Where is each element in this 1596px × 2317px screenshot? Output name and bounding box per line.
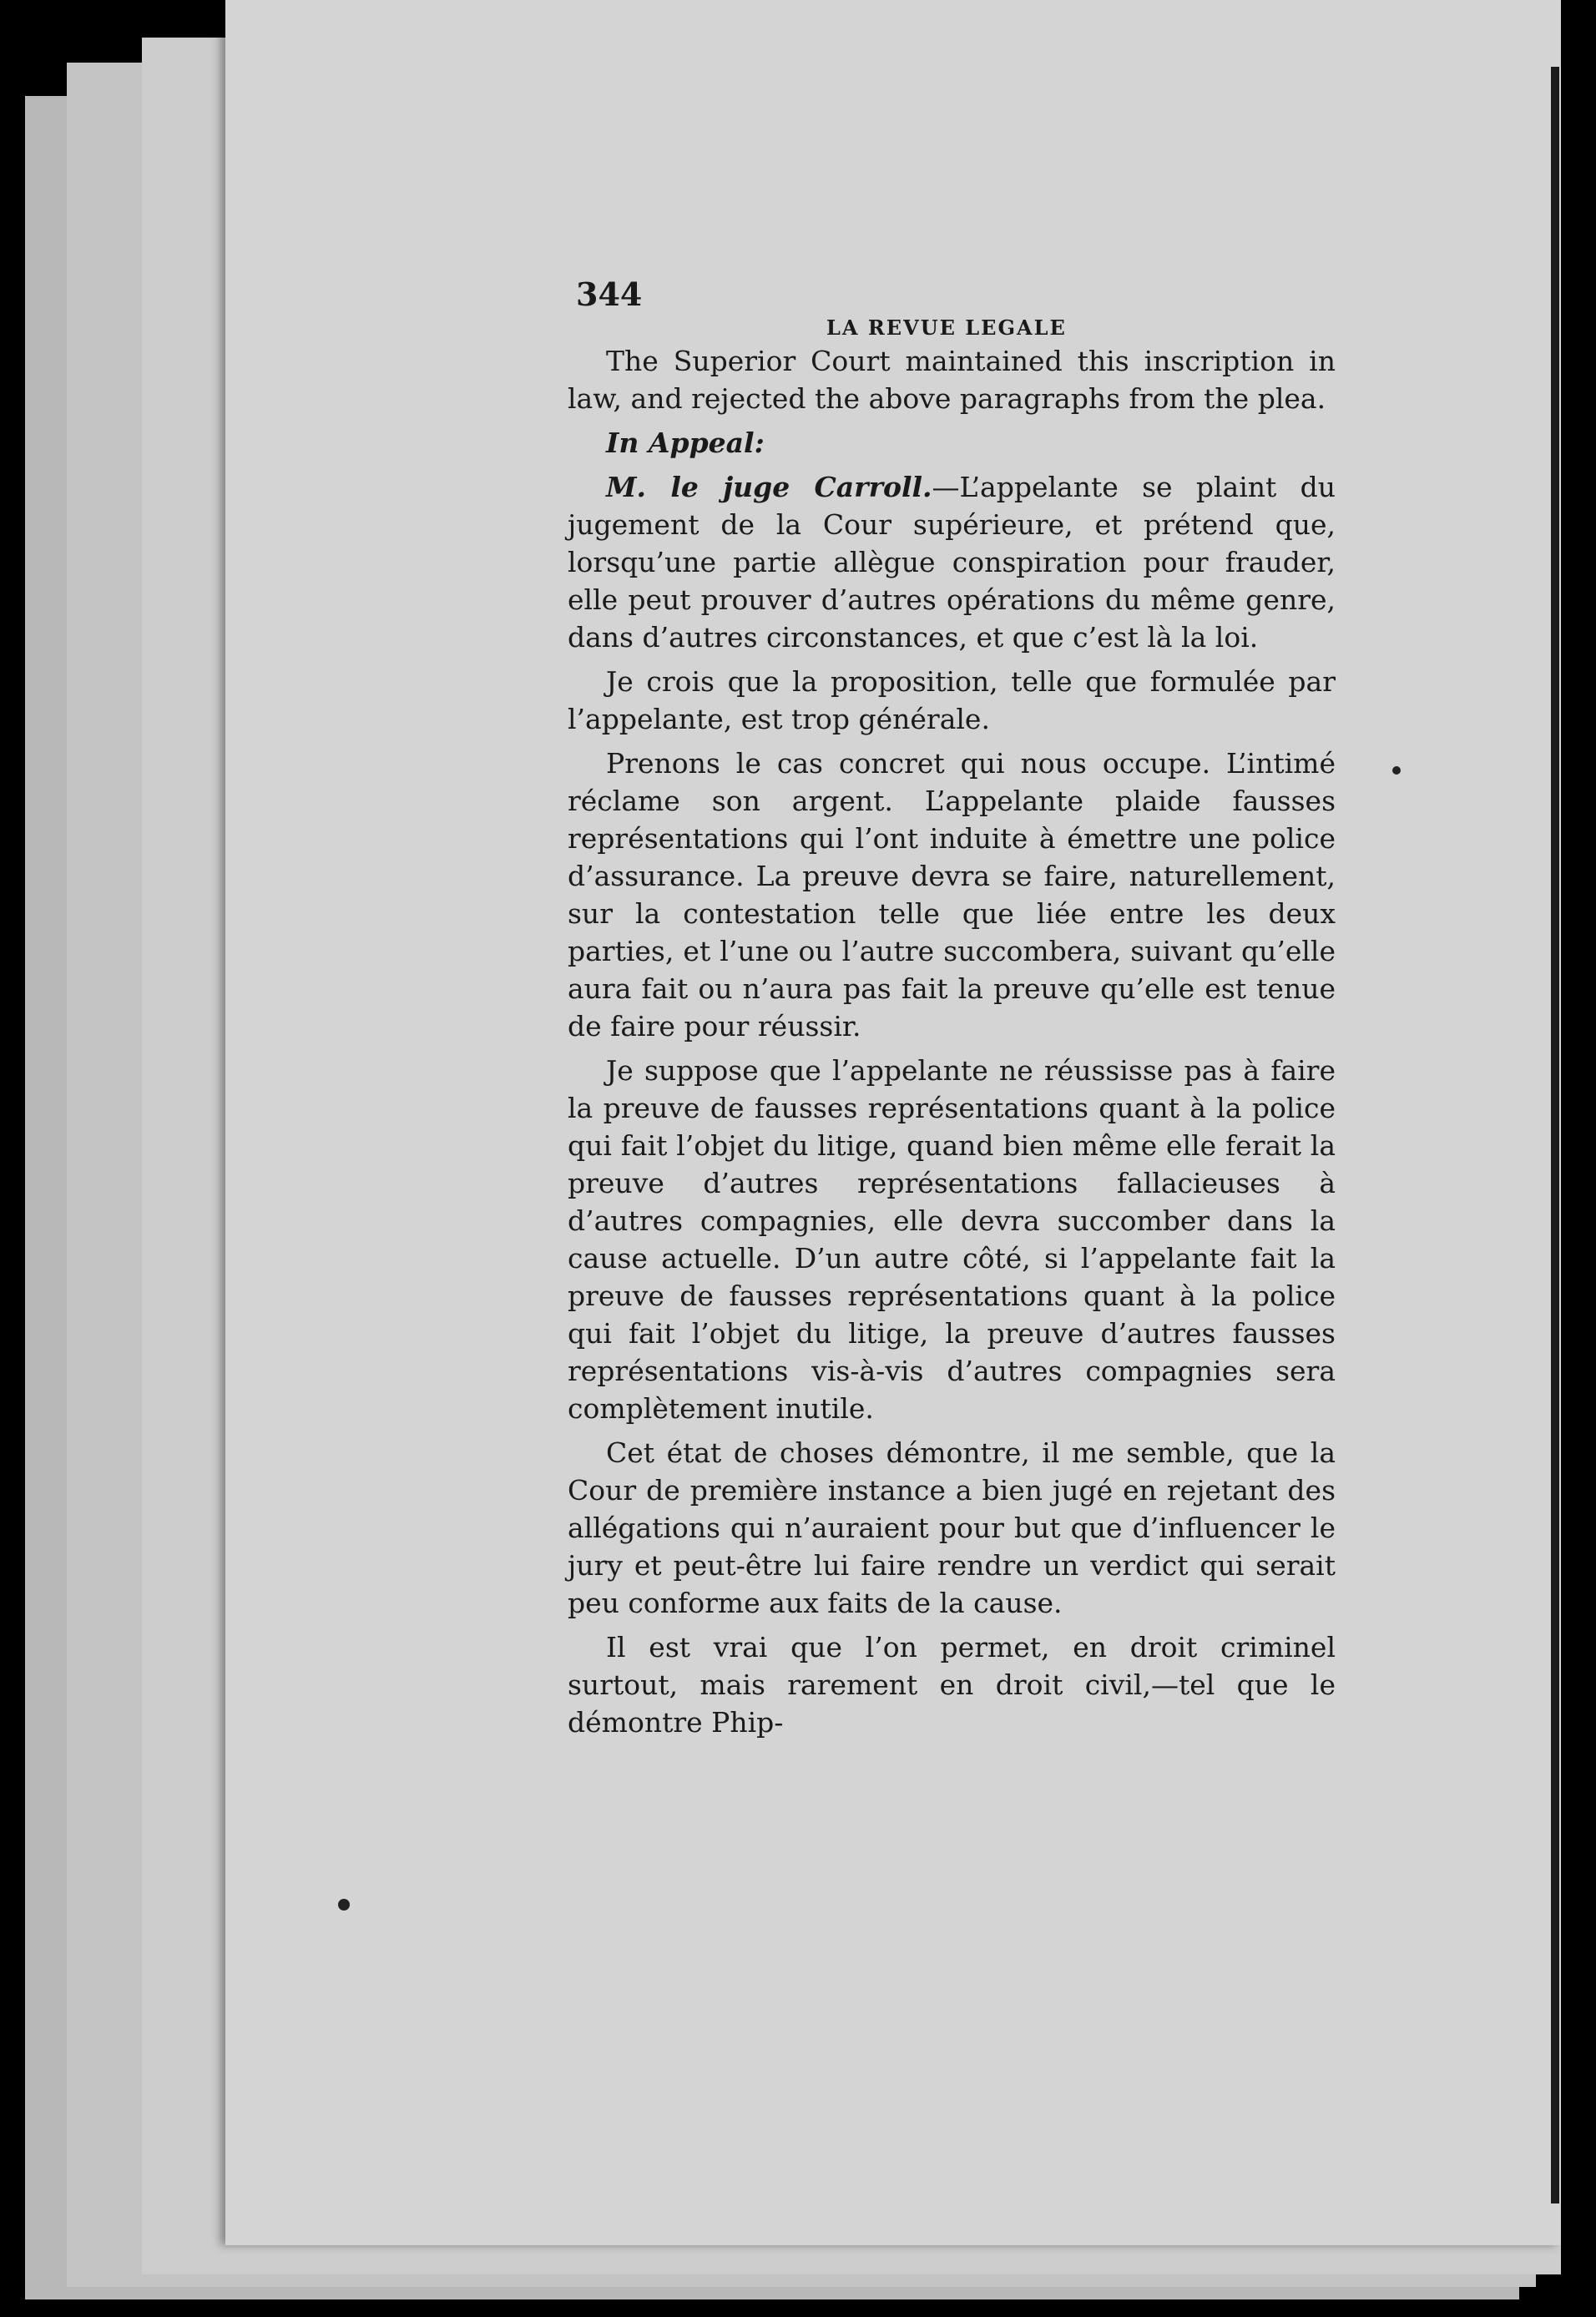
page-number: 344 (576, 275, 643, 313)
running-head: LA REVUE LEGALE (826, 315, 1067, 340)
paragraph-4: Je crois que la proposition, telle que formulée par l’appelante, est trop générale. (568, 665, 1336, 735)
body-text (568, 342, 1336, 1741)
paragraph-3-text: —L’appelante se plaint du jugement de la Cour supérieure, et prétend que, lorsqu’une partie allègue conspiration pour frauder, elle peut prouver d’autres opérations du même genre, dans d’autres circonstances, et que c’est là la loi. (568, 471, 1336, 654)
page-content (534, 275, 1336, 1748)
paragraph-5: Prenons le cas concret qui nous occupe. L’intimé réclame son argent. L’appelante plaide fausses représentations qui l’ont induite à émettre une police d’assurance. La preuve devra se faire, naturellement, sur la contestation telle que liée entre les deux parties, et l’une ou l’autre succombera, suivant qu’elle aura fait ou n’aura pas fait la preuve qu’elle est tenue de faire pour réussir. (568, 747, 1336, 1042)
paragraph-3 (568, 468, 1336, 656)
paragraph-8: Il est vrai que l’on permet, en droit criminel surtout, mais rarement en droit civil,—tel que le démontre Phip- (568, 1631, 1336, 1739)
ink-speck (338, 1899, 350, 1911)
paragraph-in-appeal: In Appeal: (606, 427, 765, 459)
paragraph-7: Cet état de choses démontre, il me semble, que la Cour de première instance a bien jugé en rejetant des allégations qui n’auraient pour but que d’influencer le jury et peut-être lui faire rendre un verdict qui serait peu conforme aux faits de la cause. (568, 1436, 1336, 1619)
paragraph-6: Je suppose que l’appelante ne réussisse pas à faire la preuve de fausses représentations quant à la police qui fait l’objet du litige, quand bien même elle ferait la preuve d’autres représentations fallacieuses à d’autres compagnies, elle devra succomber dans la cause actuelle. D’un autre côté, si l’appelante fait la preuve de fausses représentations quant à la police qui fait l’objet du litige, la preuve d’autres fausses représentations vis-à-vis d’autres compagnies sera complètement inutile. (568, 1054, 1336, 1425)
page-header (534, 275, 1336, 342)
ink-speck (1392, 766, 1401, 775)
page-right-edge (1551, 67, 1559, 2203)
judge-name: M. le juge Carroll. (606, 471, 932, 503)
paragraph-1: The Superior Court maintained this inscription in law, and rejected the above paragraphs from the plea. (568, 345, 1336, 415)
